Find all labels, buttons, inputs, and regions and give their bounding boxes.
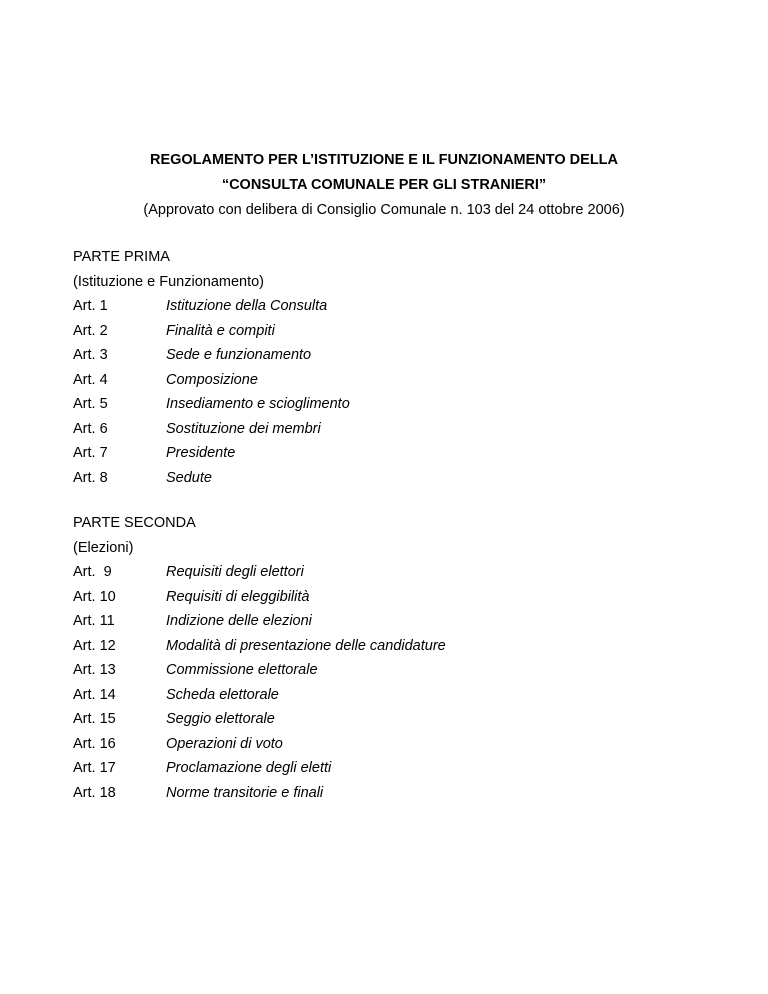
document-header [0,148,768,223]
toc-row [73,585,713,610]
approval-note: (Approvato con delibera di Consiglio Comunale n. 103 del 24 ottobre 2006) [143,202,625,218]
toc-row [73,683,713,708]
toc-row [73,441,713,466]
article-title: Requisiti degli elettori [166,564,304,580]
article-title: Finalità e compiti [166,322,275,339]
article-title: Modalità di presentazione delle candidature [166,637,446,654]
toc-row [73,294,713,319]
toc-row [73,658,713,683]
toc-row [73,756,713,781]
part-two-section [73,511,713,805]
article-number: Art. 14 [73,686,116,703]
part-one-section [73,245,713,490]
toc-row [73,392,713,417]
toc-row [73,634,713,659]
article-title: Proclamazione degli eletti [166,760,332,776]
article-title: Sedute [166,469,212,486]
article-title: Presidente [166,445,236,461]
toc-row [73,732,713,757]
toc-row [73,343,713,368]
article-number: Art. 2 [73,322,108,339]
toc-row [73,781,713,806]
toc-row [73,368,713,393]
toc-row [73,560,713,585]
article-title: Scheda elettorale [166,686,279,703]
article-number: Art. 12 [73,637,116,654]
article-number: Art. 7 [73,445,108,461]
article-title: Seggio elettorale [166,711,275,727]
article-number: Art. 17 [73,760,116,776]
article-number: Art. 3 [73,347,108,363]
article-number: Art. 1 [73,298,108,314]
article-number: Art. 11 [73,613,115,629]
article-title: Istituzione della Consulta [166,298,328,314]
article-number: Art. 16 [73,735,116,752]
article-title: Sostituzione dei membri [166,420,321,437]
article-title: Sede e funzionamento [166,347,312,363]
article-title: Requisiti di eleggibilità [166,588,310,605]
article-title: Commissione elettorale [166,662,318,678]
toc-row [73,466,713,491]
toc-row [73,707,713,732]
article-number: Art. 8 [73,469,108,486]
document-title-line-2: “CONSULTA COMUNALE PER GLI STRANIERI” [221,177,547,193]
article-number: Art. 13 [73,662,116,678]
article-number: Art. 9 [73,564,112,580]
part-subheading: (Elezioni) [73,539,134,556]
toc-row [73,609,713,634]
article-number: Art. 4 [73,371,108,388]
article-number: Art. 15 [73,711,116,727]
document-title-line-1: REGOLAMENTO PER L’ISTITUZIONE E IL FUNZIONAMENTO DELLA [149,152,619,168]
article-title: Operazioni di voto [166,735,283,752]
article-number: Art. 10 [73,588,116,605]
article-title: Insediamento e scioglimento [166,396,350,412]
article-number: Art. 6 [73,420,108,437]
article-number: Art. 18 [73,784,116,801]
part-subheading: (Istituzione e Funzionamento) [73,273,265,290]
part-heading: PARTE PRIMA [73,249,170,265]
part-heading: PARTE SECONDA [73,515,196,531]
article-title: Indizione delle elezioni [166,613,312,629]
toc-row [73,417,713,442]
toc-row [73,319,713,344]
article-title: Composizione [166,371,258,388]
article-number: Art. 5 [73,396,108,412]
article-title: Norme transitorie e finali [166,784,324,801]
